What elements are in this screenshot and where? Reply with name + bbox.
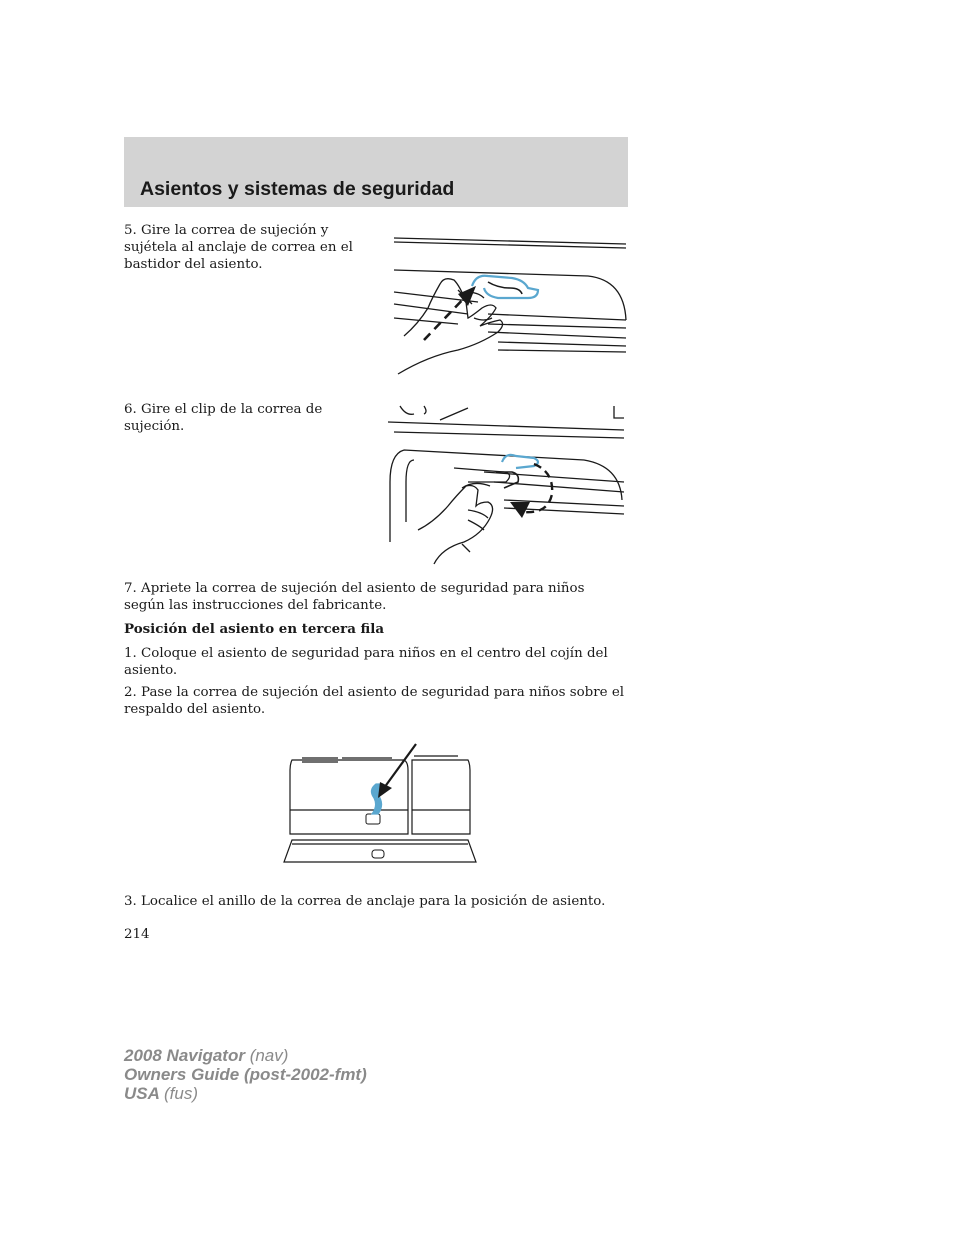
figure-tether-clip-rotate <box>384 402 628 566</box>
figure-tether-hook-attach <box>388 232 628 380</box>
seat-back-right <box>412 760 470 834</box>
seat-rail <box>484 472 624 514</box>
seat-frame <box>390 450 622 542</box>
footer-model: 2008 Navigator <box>124 1046 245 1065</box>
seat-top-edge <box>388 422 624 438</box>
third-row-step-3-text: 3. Localice el anillo de la correa de anclaje para la posición de asiento. <box>124 894 606 909</box>
footer-line-2: Owners Guide (post-2002-fmt) <box>124 1065 367 1084</box>
section-header-band <box>124 137 628 207</box>
third-row-step-2-text: 2. Pase la correa de sujeción del asiento de seguridad para niños sobre el respaldo del asiento. <box>124 685 625 717</box>
step-7-text: 7. Apriete la correa de sujeción del asiento de seguridad para niños según las instrucciones del fabricante. <box>124 581 585 613</box>
step-5-text: 5. Gire la correa de sujeción y sujétela al anclaje de correa en el bastidor del asiento. <box>124 223 353 272</box>
page-number: 214 <box>124 927 150 942</box>
tether-strap <box>502 455 538 468</box>
seat-rail <box>488 314 626 352</box>
footer-model-code: (nav) <box>249 1046 289 1065</box>
footer-market: USA <box>124 1084 160 1103</box>
pointer-arrow-head-icon <box>378 782 392 798</box>
pointer-arrow-shaft <box>384 744 416 788</box>
seat-back-left <box>290 760 408 834</box>
anchor-ring-icon <box>372 850 384 858</box>
document-footer <box>124 1046 367 1103</box>
seat-corner-right <box>614 406 624 418</box>
figure-third-row-seat <box>282 736 478 864</box>
tether-hook <box>488 282 522 294</box>
footer-line-3 <box>124 1084 367 1103</box>
tether-strap <box>472 276 538 298</box>
seat-corner-left <box>400 406 468 420</box>
cushion <box>284 840 476 862</box>
seat-top-edge <box>394 238 626 248</box>
step-6-text: 6. Gire el clip de la correa de sujeción. <box>124 402 323 434</box>
seat-belt-buckle-icon <box>366 814 380 824</box>
third-row-heading: Posición del asiento en tercera fila <box>124 621 385 637</box>
third-row-step-1-text: 1. Coloque el asiento de seguridad para niños en el centro del cojín del asiento. <box>124 646 608 678</box>
footer-market-code: (fus) <box>164 1084 198 1103</box>
section-title: Asientos y sistemas de seguridad <box>140 178 455 200</box>
fingers <box>454 468 510 552</box>
hand-outline <box>418 486 493 565</box>
rotate-arrow-head-icon <box>510 502 530 518</box>
footer-line-1 <box>124 1046 367 1065</box>
